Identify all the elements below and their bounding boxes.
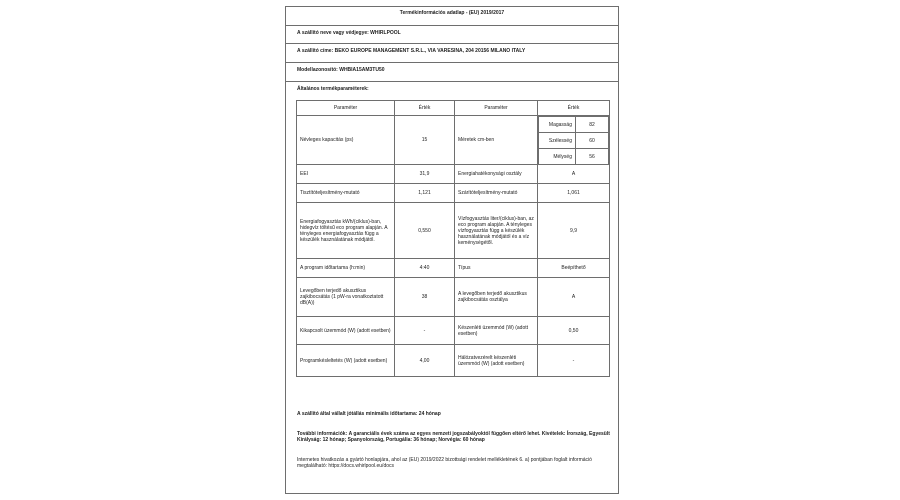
table-row [297, 184, 610, 203]
param-label: Levegőben terjedő akusztikus zajkibocsátás (1 pW-ra vonatkoztatott dB(A)) [297, 278, 395, 317]
param-value: 38 [395, 278, 455, 317]
dimensions-cell [538, 116, 610, 165]
param-value: Beépíthető [538, 259, 610, 278]
param-value: 0,550 [395, 203, 455, 259]
param-label: EEI [297, 165, 395, 184]
sheet-title: Termékinformációs adatlap - (EU) 2019/2017 [286, 7, 618, 26]
parameters-table [296, 100, 610, 377]
dimension-value: 56 [576, 149, 609, 165]
param-label: A levegőben terjedő akusztikus zajkibocsátás osztálya [455, 278, 538, 317]
dimension-row [539, 133, 609, 149]
param-label: Energiafogyasztás kWh/(ciklus)-ban, hidegvíz töltésű eco program alapján. A tényleges energiafogyasztás függ a készülék használatának módjától. [297, 203, 395, 259]
param-label: Hálózatvezérelt készenléti üzemmód (W) (adott esetben) [455, 345, 538, 377]
table-row [297, 203, 610, 259]
param-value: 9,9 [538, 203, 610, 259]
param-value: 4:40 [395, 259, 455, 278]
dimension-value: 82 [576, 117, 609, 133]
param-value: 1,121 [395, 184, 455, 203]
supplier-address: A szállító címe: BEKO EUROPE MANAGEMENT S.R.L., VIA VARESINA, 204 20156 MILANO ITALY [286, 44, 618, 63]
param-label: Programkésleltetés (W) (adott esetben) [297, 345, 395, 377]
extra-info [297, 431, 610, 443]
param-label: A program időtartama (h:min) [297, 259, 395, 278]
param-label: Méretek cm-ben [455, 116, 538, 165]
param-label: Tisztítóteljesítmény-mutató [297, 184, 395, 203]
model-identifier: Modellazonosító: WHBIA15AM3TU50 [286, 63, 618, 82]
manufacturer-link-text: Internetes hivatkozás a gyártó honlapjára, ahol az (EU) 2019/2022 bizottsági rendelet mellékletének 6. a) pontjában foglalt információ megtalálható: https://docs.whirlpool.eu/docs [297, 457, 592, 469]
dimension-row [539, 117, 609, 133]
header-param-right: Paraméter [455, 101, 538, 116]
param-value: 4,00 [395, 345, 455, 377]
supplier-brand: A szállító neve vagy védjegye: WHIRLPOOL [286, 26, 618, 44]
table-row [297, 345, 610, 377]
param-value: 31,9 [395, 165, 455, 184]
warranty-period: A szállító által vállalt jótállás minimális időtartama: 24 hónap [297, 411, 441, 417]
param-value: - [395, 317, 455, 345]
extra-info-label: További információk: [297, 431, 348, 437]
table-row [297, 165, 610, 184]
param-label: Készenléti üzemmód (W) (adott esetben) [455, 317, 538, 345]
dimension-row [539, 149, 609, 165]
param-value: 1,061 [538, 184, 610, 203]
param-value: A [538, 165, 610, 184]
dimension-label: Mélység [539, 149, 576, 165]
header-param-left: Paraméter [297, 101, 395, 116]
param-value: 15 [395, 116, 455, 165]
extra-info-text: A garanciális évek száma az egyes nemzeti jogszabályoktól függően eltérő lehet. Kivételek: Írország, Egyesült Királyság: 12 hónap; Spanyolország, Portugália: 36 hónap; Norvégia: 60 hónap [297, 431, 610, 443]
param-label: Energiahatékonysági osztály [455, 165, 538, 184]
param-label: Szárítóteljesítmény-mutató [455, 184, 538, 203]
dimension-label: Magasság [539, 117, 576, 133]
dimension-label: Szélesség [539, 133, 576, 149]
param-label: Kikapcsolt üzemmód (W) (adott esetben) [297, 317, 395, 345]
table-header-row [297, 101, 610, 116]
header-value-right: Érték [538, 101, 610, 116]
table-row [297, 116, 610, 165]
table-row [297, 317, 610, 345]
param-value: A [538, 278, 610, 317]
product-information-sheet [285, 6, 619, 494]
dimension-value: 60 [576, 133, 609, 149]
header-value-left: Érték [395, 101, 455, 116]
param-label: Névleges kapacitás (ps) [297, 116, 395, 165]
param-label: Típus [455, 259, 538, 278]
param-value: - [538, 345, 610, 377]
param-value: 0,50 [538, 317, 610, 345]
param-label: Vízfogyasztás liter/(ciklus)-ban, az eco program alapján. A tényleges vízfogyasztás függ a készülék használatának módjától és a víz keménységétől. [455, 203, 538, 259]
table-row [297, 259, 610, 278]
table-row [297, 278, 610, 317]
general-params-heading: Általános termékparaméterek: [297, 86, 369, 92]
dimensions-table [538, 116, 609, 164]
